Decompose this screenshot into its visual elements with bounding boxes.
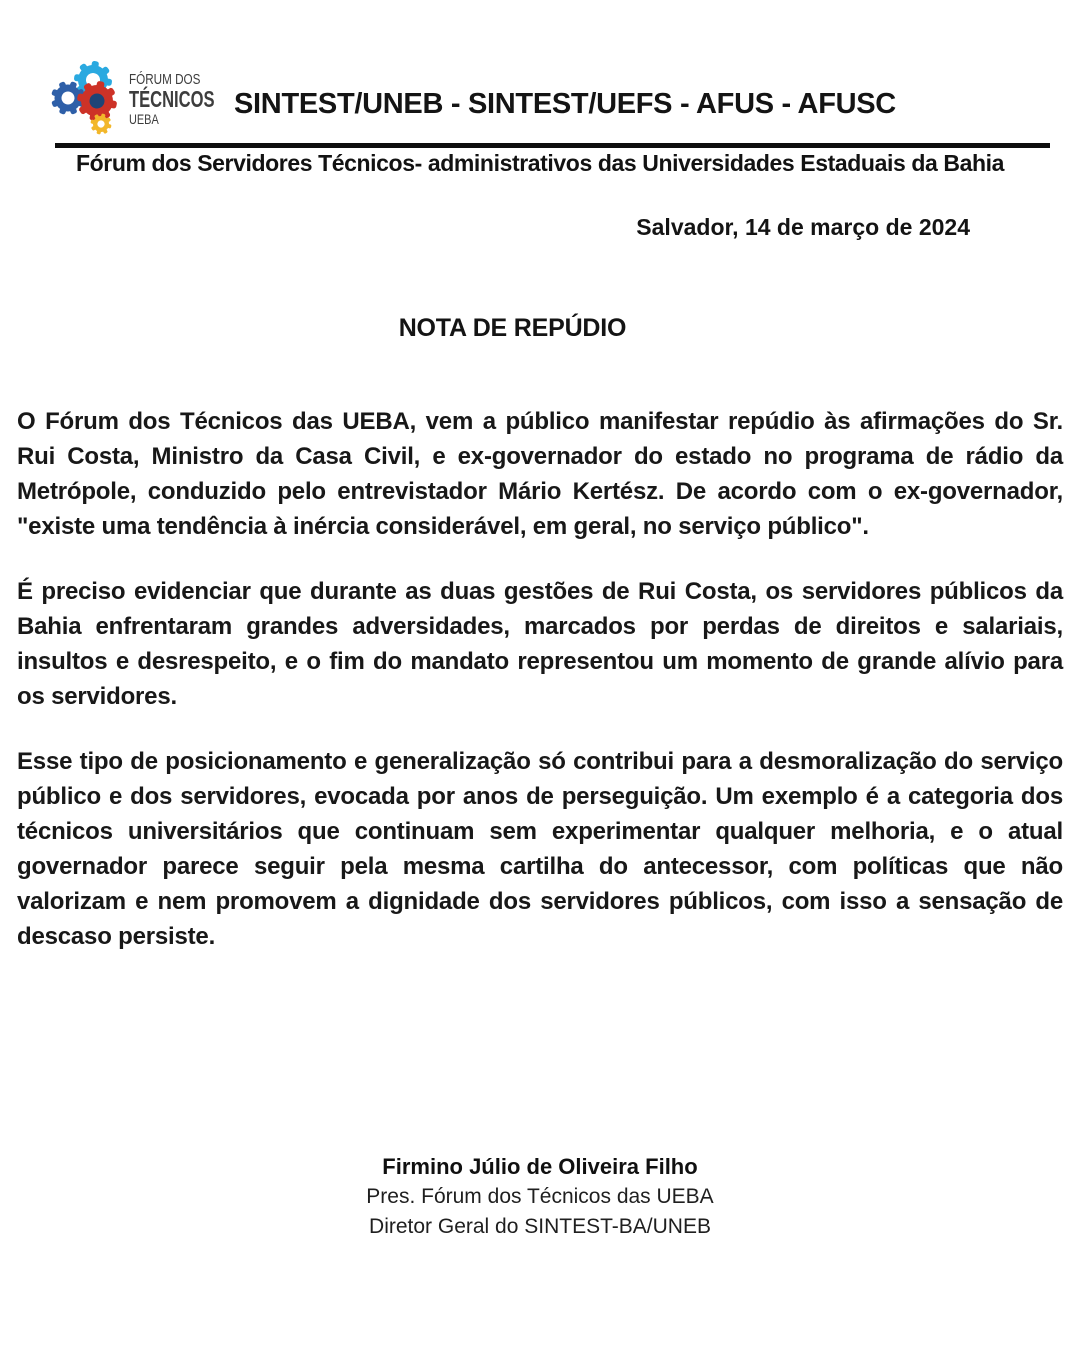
document-body <box>17 404 1063 984</box>
logo-text-line2: TÉCNICOS <box>129 87 215 113</box>
body-paragraph: Esse tipo de posicionamento e generalização só contribui para a desmoralização do serviço público e dos servidores, evocada por anos de perseguição. Um exemplo é a categoria dos técnicos universitários que continuam sem experimentar qualquer melhoria, e o atual governador parece seguir pela mesma cartilha do antecessor, com políticas que não valorizam e nem promovem a dignidade dos servidores públicos, com isso a sensação de descaso persiste. <box>17 748 1063 950</box>
dateline: Salvador, 14 de março de 2024 <box>636 214 970 240</box>
header-divider <box>55 143 1050 148</box>
signature-role-1: Pres. Fórum dos Técnicos das UEBA <box>366 1185 714 1208</box>
org-subtitle: Fórum dos Servidores Técnicos- administrativos das Universidades Estaduais da Bahia <box>75 150 1004 176</box>
forum-tecnicos-ueba-logo <box>45 55 225 147</box>
document-title: NOTA DE REPÚDIO <box>398 314 627 342</box>
body-paragraph: O Fórum dos Técnicos das UEBA, vem a público manifestar repúdio às afirmações do Sr. Rui Costa, Ministro da Casa Civil, e ex-governador do estado no programa de rádio da Metrópole, conduzido pelo entrevistador Mário Kertész. De acordo com o ex-governador, "existe uma tendência à inércia considerável, em geral, no serviço público". <box>17 408 1063 540</box>
body-paragraph: É preciso evidenciar que durante as duas gestões de Rui Costa, os servidores públicos da Bahia enfrentaram grandes adversidades, marcados por perdas de direitos e salariais, insultos e desrespeito, e o fim do mandato representou um momento de grande alívio para os servidores. <box>17 578 1063 710</box>
logo-text-line1: FÓRUM DOS <box>129 70 201 88</box>
logo-text-line3: UEBA <box>129 111 159 128</box>
signature-name: Firmino Júlio de Oliveira Filho <box>382 1154 698 1179</box>
org-acronyms-title: SINTEST/UNEB - SINTEST/UEFS - AFUS - AFUSC <box>234 88 896 120</box>
signature-block <box>30 1152 1050 1242</box>
signature-role-2: Diretor Geral do SINTEST-BA/UNEB <box>369 1215 711 1238</box>
